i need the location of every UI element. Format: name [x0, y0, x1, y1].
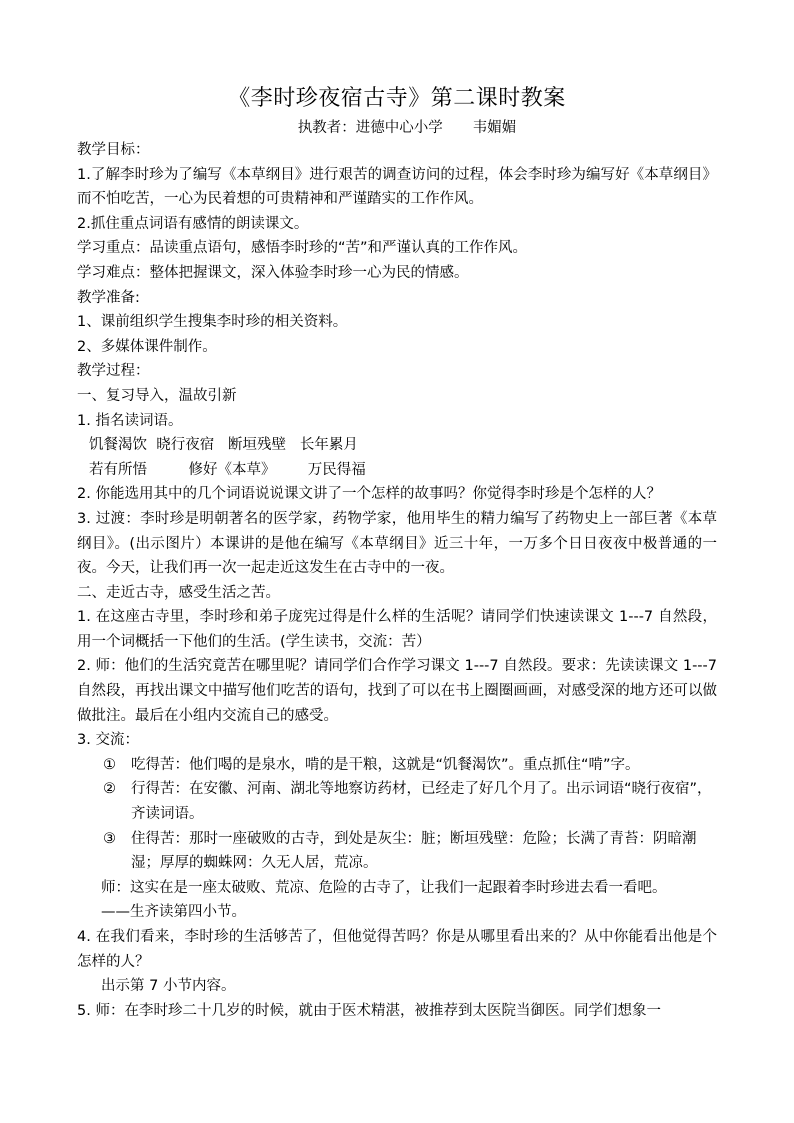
- step-2-2: 2. 师：他们的生活究竟苦在哪里呢？请同学们合作学习课文 1---7 自然段。要求：先读读课文 1---7 自然段，再找出课文中描写他们吃苦的语句，找到了可以在书上圈圈画画，对感受深的地方还可以做做批注。最后在小组内交流自己的感受。: [77, 658, 717, 724]
- difficult-point: 学习难点：整体把握课文，深入体验李时珍一心为民的情感。: [77, 264, 469, 281]
- circled-number-3: ③: [103, 830, 116, 847]
- process-heading: 教学过程：: [77, 363, 150, 380]
- author-name: 韦媚媚: [472, 120, 517, 136]
- key-point: 学习重点：品读重点语句，感悟李时珍的“苦”和严谨认真的工作作风。: [77, 240, 528, 257]
- word-list-row-1: 饥餐渴饮 晓行夜宿 断垣残壁 长年累月: [89, 437, 358, 454]
- discussion-text-2: 行得苦：在安徽、河南、湖北等地察访药材，已经走了好几个月了。出示词语“晓行夜宿”，齐读词语。: [131, 781, 712, 823]
- step-2-3: 3. 交流：: [77, 732, 139, 749]
- step-1-1: 1. 指名读词语。: [77, 412, 183, 429]
- prep-item-2: 2、多媒体课件制作。: [77, 338, 217, 355]
- author-line: [0, 118, 794, 138]
- circled-number-2: ②: [103, 781, 116, 798]
- prep-item-1: 1、课前组织学生搜集李时珍的相关资料。: [77, 314, 348, 331]
- group-reading: ——生齐读第四小节。: [101, 904, 246, 921]
- discussion-text-1: 吃得苦：他们喝的是泉水，啃的是干粮，这就是“饥餐渴饮”。重点抓住“啃”字。: [131, 756, 640, 773]
- step-2-5: 5. 师：在李时珍二十几岁的时候，就由于医术精湛，被推荐到太医院当御医。同学们想象一: [77, 1002, 661, 1019]
- part-1-heading: 一、复习导入，温故引新: [77, 387, 237, 404]
- discussion-item-1: [77, 753, 717, 778]
- discussion-item-3: [77, 827, 717, 876]
- document-body: [77, 138, 717, 1023]
- goals-heading: 教学目标：: [77, 142, 150, 158]
- discussion-text-3: 住得苦：那时一座破败的古寺，到处是灰尘：脏；断垣残壁：危险；长满了青苔：阴暗潮湿；厚厚的蜘蛛网：久无人居，荒凉。: [131, 830, 697, 872]
- author-school: 执教者：进德中心小学: [297, 120, 443, 136]
- teacher-remark: 师：这实在是一座太破败、荒凉、危险的古寺了，让我们一起跟着李时珍进去看一看吧。: [101, 879, 667, 896]
- step-1-2: 2. 你能选用其中的几个词语说说课文讲了一个怎样的故事吗？你觉得李时珍是个怎样的人？: [77, 486, 661, 503]
- step-1-3: 3. 过渡：李时珍是明朝著名的医学家，药物学家，他用毕生的精力编写了药物史上一部巨著《本草纲目》。(出示图片）本课讲的是他在编写《本草纲目》近三十年，一万多个日日夜夜中极普通的一夜。今天，让我们再一次一起走近这发生在古寺中的一夜。: [77, 510, 717, 577]
- circled-number-1: ①: [103, 756, 116, 773]
- document-title: 《李时珍夜宿古寺》第二课时教案: [228, 86, 566, 111]
- goal-1: 1.了解李时珍为了编写《本草纲目》进行艰苦的调查访问的过程，体会李时珍为编写好《本草纲目》而不怕吃苦，一心为民着想的可贵精神和严谨踏实的工作作风。: [77, 166, 717, 208]
- part-2-heading: 二、走近古寺，感受生活之苦。: [77, 584, 280, 601]
- word-list-row-2: 若有所悟 修好《本草》 万民得福: [89, 461, 366, 478]
- goal-2: 2.抓住重点词语有感情的朗读课文。: [77, 215, 309, 232]
- discussion-item-2: [77, 777, 717, 826]
- prep-heading: 教学准备:: [77, 289, 140, 306]
- step-2-4: 4. 在我们看来，李时珍的生活够苦了，但他觉得苦吗？你是从哪里看出来的？从中你能看出他是个怎样的人？: [77, 929, 717, 970]
- step-2-1: 1. 在这座古寺里，李时珍和弟子庞宪过得是什么样的生活呢？请同学们快速读课文 1---7 自然段，用一个词概括一下他们的生活。(学生读书，交流：苦）: [77, 609, 717, 650]
- show-section-7: 出示第 7 小节内容。: [101, 978, 236, 995]
